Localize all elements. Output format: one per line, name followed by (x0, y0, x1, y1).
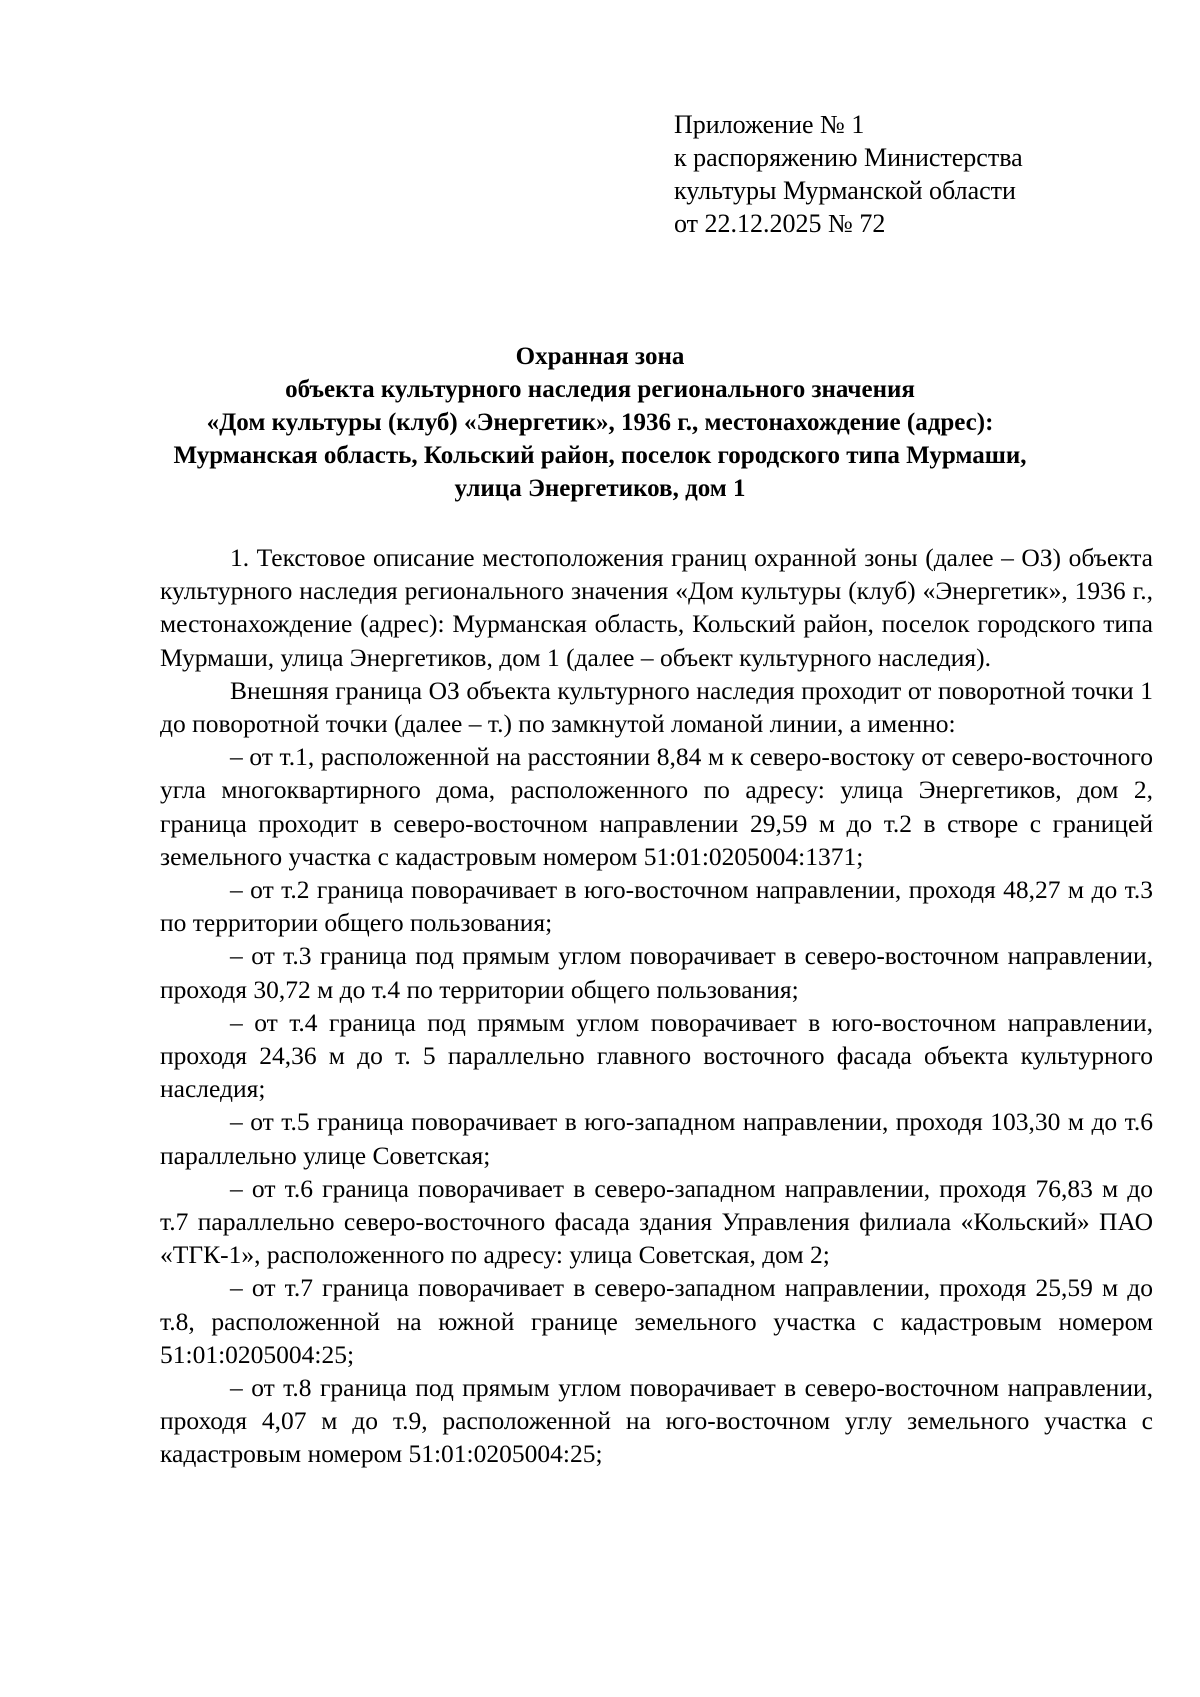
list-item: – от т.8 граница под прямым углом поворачивает в северо-восточном направлении, проходя 4,07 м до т.9, расположенной на юго-восточном углу земельного участка с кадастровым номером 51:01:0205004:25; (160, 1373, 1153, 1469)
appendix-header (674, 108, 1154, 240)
list-item: – от т.2 граница поворачивает в юго-восточном направлении, проходя 48,27 м до т.3 по территории общего пользования; (160, 875, 1153, 938)
paragraph-1: 1. Текстовое описание местоположения границ охранной зоны (далее – ОЗ) объекта культурного наследия регионального значения «Дом культуры (клуб) «Энергетик», 1936 г., местонахождение (адрес): Мурманская область, Кольский район, поселок городского типа Мурмаши, улица Энергетиков, дом 1 (далее – объект культурного наследия). (160, 543, 1153, 672)
appendix-line-3: культуры Мурманской области (674, 176, 1016, 205)
title-line-1: Охранная зона (515, 343, 685, 370)
list-item: – от т.3 граница под прямым углом поворачивает в северо-восточном направлении, проходя 30,72 м до т.4 по территории общего пользования; (160, 941, 1153, 1004)
paragraph-2: Внешняя граница ОЗ объекта культурного наследия проходит от поворотной точки 1 до поворотной точки (далее – т.) по замкнутой ломаной линии, а именно: (160, 675, 1153, 739)
title-line-3: «Дом культуры (клуб) «Энергетик», 1936 г., местонахождение (адрес): (206, 409, 994, 436)
appendix-line-1: Приложение № 1 (674, 110, 865, 139)
title-line-5: улица Энергетиков, дом 1 (454, 475, 746, 502)
list-item: – от т.4 граница под прямым углом поворачивает в юго-восточном направлении, проходя 24,36 м до т. 5 параллельно главного восточного фасада объекта культурного наследия; (160, 1007, 1153, 1104)
document-body (160, 541, 1153, 1471)
list-item: – от т.5 граница поворачивает в юго-западном направлении, проходя 103,30 м до т.6 параллельно улице Советская; (160, 1107, 1153, 1170)
list-item: – от т.6 граница поворачивает в северо-западном направлении, проходя 76,83 м до т.7 параллельно северо-восточного фасада здания Управления филиала «Кольский» ПАО «ТГК-1», расположенного по адресу: улица Советская, дом 2; (160, 1173, 1153, 1270)
title-line-4: Мурманская область, Кольский район, поселок городского типа Мурмаши, (173, 442, 1027, 469)
list-item: – от т.1, расположенной на расстоянии 8,84 м к северо-востоку от северо-восточного угла многоквартирного дома, расположенного по адресу: улица Энергетиков, дом 2, граница проходит в северо-восточном направлении 29,59 м до т.2 в створе с границей земельного участка с кадастровым номером 51:01:0205004:1371; (160, 742, 1153, 871)
appendix-line-2: к распоряжению Министерства (674, 143, 1023, 172)
list-item: – от т.7 граница поворачивает в северо-западном направлении, проходя 25,59 м до т.8, расположенной на южной границе земельного участка с кадастровым номером 51:01:0205004:25; (160, 1273, 1153, 1369)
document-title (150, 340, 1050, 505)
title-line-2: объекта культурного наследия регионального значения (285, 376, 915, 403)
appendix-line-4: от 22.12.2025 № 72 (674, 209, 886, 238)
